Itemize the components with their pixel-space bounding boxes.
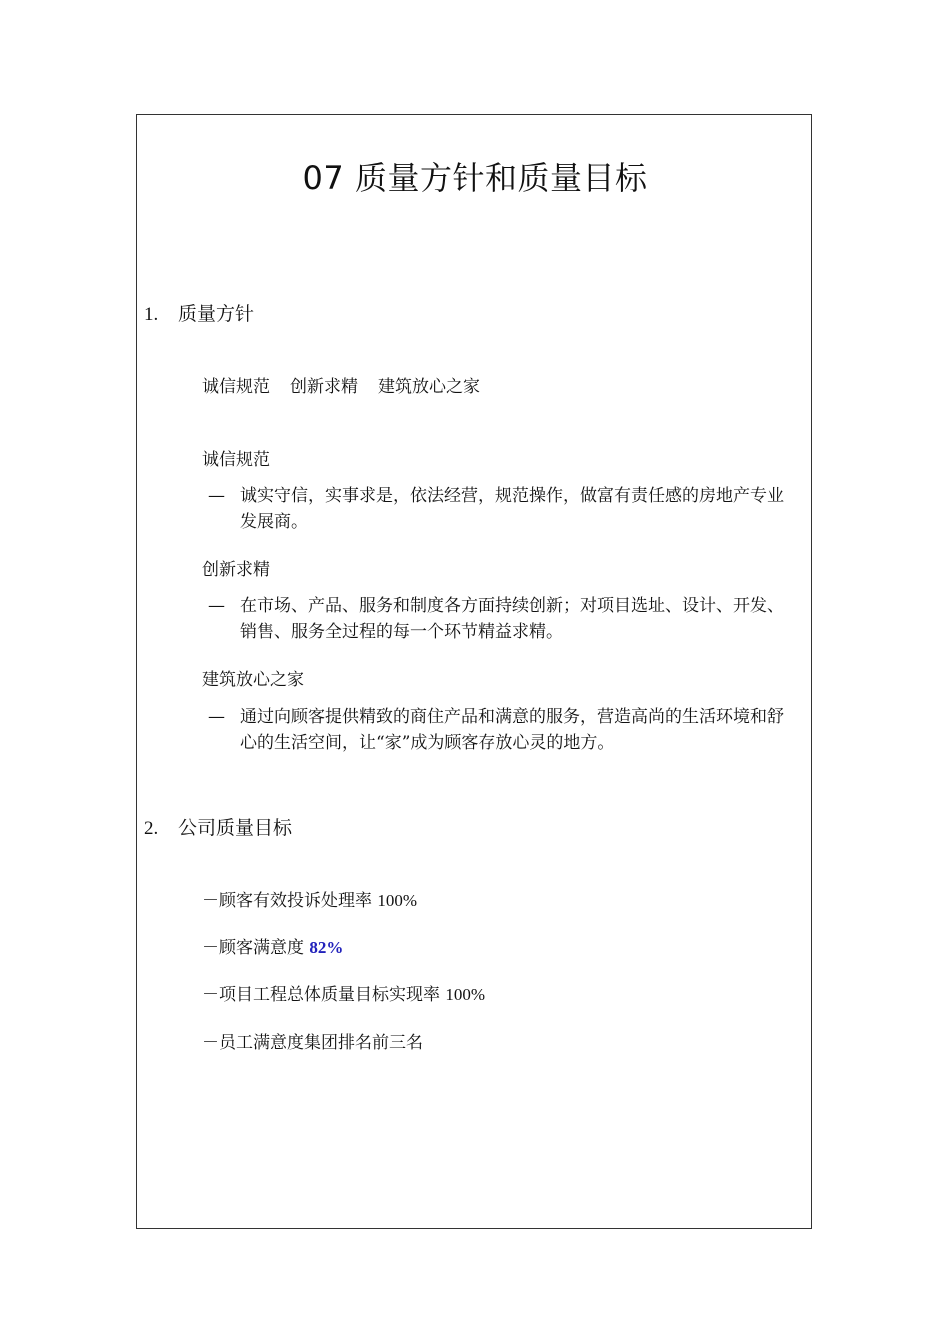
section-number: 2. bbox=[144, 818, 159, 839]
policy-item-text: 诚实守信，实事求是，依法经营，规范操作，做富有责任感的房地产专业发展商。 bbox=[240, 486, 784, 532]
goal-value: 100% bbox=[377, 891, 418, 910]
goal-text: －项目工程总体质量目标实现率 bbox=[202, 985, 440, 1005]
dash-marker: — bbox=[208, 707, 225, 727]
policy-item-bullet bbox=[208, 593, 800, 645]
section-heading-quality-goals bbox=[144, 815, 292, 842]
goal-value: 100% bbox=[445, 985, 486, 1004]
policy-statement bbox=[202, 375, 480, 399]
goal-item bbox=[202, 983, 485, 1007]
policy-item-bullet bbox=[208, 483, 800, 535]
goal-text: －顾客有效投诉处理率 bbox=[202, 891, 372, 911]
dash-marker: — bbox=[208, 596, 225, 616]
goal-text: －员工满意度集团排名前三名 bbox=[202, 1033, 423, 1053]
section-label: 公司质量目标 bbox=[178, 817, 293, 839]
page-title: 07 质量方针和质量目标 bbox=[302, 159, 648, 197]
policy-item-heading: 创新求精 bbox=[202, 560, 270, 580]
policy-item-heading: 建筑放心之家 bbox=[202, 670, 304, 690]
goal-item bbox=[202, 889, 417, 913]
goal-text: －顾客满意度 bbox=[202, 938, 304, 958]
goal-item bbox=[202, 936, 343, 960]
policy-item-text: 在市场、产品、服务和制度各方面持续创新；对项目选址、设计、开发、销售、服务全过程的每一个环节精益求精。 bbox=[240, 596, 784, 642]
policy-phrase: 建筑放心之家 bbox=[378, 377, 480, 397]
policy-phrase: 诚信规范 bbox=[202, 377, 270, 397]
goal-item bbox=[202, 1031, 423, 1055]
section-heading-quality-policy bbox=[144, 301, 254, 328]
section-number: 1. bbox=[144, 304, 159, 325]
goal-value-highlight: 82% bbox=[309, 938, 344, 957]
policy-item-heading: 诚信规范 bbox=[202, 450, 270, 470]
policy-item-text: 通过向顾客提供精致的商住产品和满意的服务，营造高尚的生活环境和舒心的生活空间，让“家”成为顾客存放心灵的地方。 bbox=[240, 707, 784, 753]
policy-item-bullet bbox=[208, 704, 800, 756]
dash-marker: — bbox=[208, 486, 225, 506]
section-label: 质量方针 bbox=[178, 303, 255, 325]
policy-phrase: 创新求精 bbox=[290, 377, 358, 397]
